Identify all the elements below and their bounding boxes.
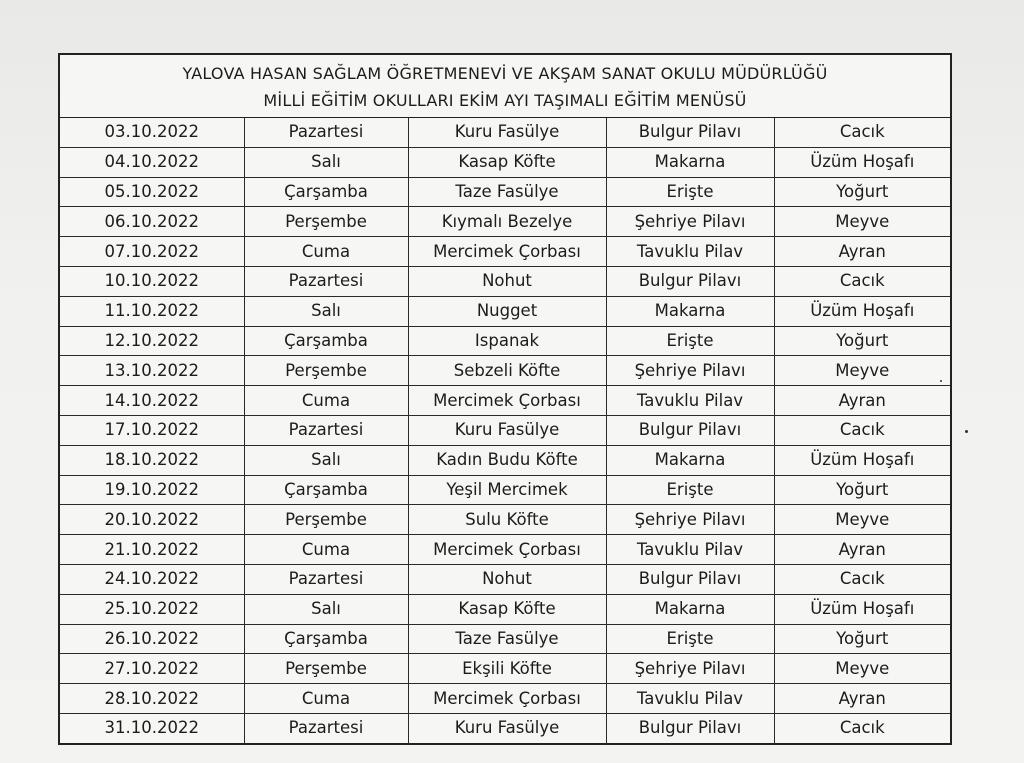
extra-cell: Üzüm Hoşafı [774,147,950,177]
institution-title: YALOVA HASAN SAĞLAM ÖĞRETMENEVİ VE AKŞAM SANAT OKULU MÜDÜRLÜĞÜ [182,64,828,83]
side-dish-cell: Şehriye Pilavı [606,356,774,386]
day-cell: Salı [244,445,408,475]
extra-cell: Yoğurt [774,326,950,356]
day-cell: Perşembe [244,505,408,535]
menu-row [60,177,950,207]
day-cell: Perşembe [244,356,408,386]
main-dish-cell: Taze Fasülye [408,177,606,207]
menu-row [60,207,950,237]
menu-title: MİLLİ EĞİTİM OKULLARI EKİM AYI TAŞIMALI EĞİTİM MENÜSÜ [263,91,747,110]
side-dish-cell: Şehriye Pilavı [606,654,774,684]
day-cell: Salı [244,296,408,326]
main-dish-cell: Kuru Fasülye [408,713,606,742]
day-cell: Perşembe [244,207,408,237]
menu-row [60,594,950,624]
paper-speck [940,380,942,382]
side-dish-cell: Makarna [606,445,774,475]
date-cell: 14.10.2022 [60,386,244,416]
menu-row [60,326,950,356]
side-dish-cell: Erişte [606,326,774,356]
extra-cell: Cacık [774,713,950,742]
menu-row [60,654,950,684]
day-cell: Pazartesi [244,564,408,594]
date-cell: 11.10.2022 [60,296,244,326]
extra-cell: Üzüm Hoşafı [774,594,950,624]
menu-row [60,237,950,267]
menu-table-body [60,118,950,743]
date-cell: 25.10.2022 [60,594,244,624]
main-dish-cell: Nohut [408,266,606,296]
date-cell: 20.10.2022 [60,505,244,535]
date-cell: 03.10.2022 [60,118,244,147]
extra-cell: Ayran [774,237,950,267]
side-dish-cell: Şehriye Pilavı [606,207,774,237]
main-dish-cell: Ekşili Köfte [408,654,606,684]
extra-cell: Cacık [774,415,950,445]
main-dish-cell: Kasap Köfte [408,594,606,624]
main-dish-cell: Nugget [408,296,606,326]
date-cell: 06.10.2022 [60,207,244,237]
menu-row [60,356,950,386]
main-dish-cell: Mercimek Çorbası [408,684,606,714]
day-cell: Pazartesi [244,118,408,147]
side-dish-cell: Erişte [606,624,774,654]
day-cell: Cuma [244,237,408,267]
menu-row [60,266,950,296]
day-cell: Çarşamba [244,326,408,356]
side-dish-cell: Erişte [606,177,774,207]
extra-cell: Cacık [774,266,950,296]
side-dish-cell: Tavuklu Pilav [606,237,774,267]
day-cell: Çarşamba [244,624,408,654]
extra-cell: Meyve [774,207,950,237]
menu-sheet [58,53,952,745]
side-dish-cell: Makarna [606,296,774,326]
paper-speck [965,430,968,433]
day-cell: Cuma [244,535,408,565]
extra-cell: Meyve [774,356,950,386]
side-dish-cell: Bulgur Pilavı [606,415,774,445]
extra-cell: Yoğurt [774,624,950,654]
date-cell: 21.10.2022 [60,535,244,565]
main-dish-cell: Kıymalı Bezelye [408,207,606,237]
menu-row [60,475,950,505]
main-dish-cell: Mercimek Çorbası [408,535,606,565]
date-cell: 04.10.2022 [60,147,244,177]
menu-row [60,415,950,445]
day-cell: Cuma [244,684,408,714]
side-dish-cell: Tavuklu Pilav [606,386,774,416]
main-dish-cell: Taze Fasülye [408,624,606,654]
date-cell: 10.10.2022 [60,266,244,296]
menu-row [60,564,950,594]
day-cell: Perşembe [244,654,408,684]
menu-row [60,296,950,326]
date-cell: 19.10.2022 [60,475,244,505]
side-dish-cell: Tavuklu Pilav [606,684,774,714]
menu-row [60,713,950,742]
extra-cell: Cacık [774,564,950,594]
extra-cell: Ayran [774,535,950,565]
side-dish-cell: Bulgur Pilavı [606,564,774,594]
day-cell: Çarşamba [244,177,408,207]
side-dish-cell: Makarna [606,147,774,177]
extra-cell: Yoğurt [774,475,950,505]
menu-row [60,535,950,565]
main-dish-cell: Mercimek Çorbası [408,237,606,267]
day-cell: Çarşamba [244,475,408,505]
side-dish-cell: Şehriye Pilavı [606,505,774,535]
date-cell: 18.10.2022 [60,445,244,475]
menu-row [60,147,950,177]
side-dish-cell: Tavuklu Pilav [606,535,774,565]
day-cell: Cuma [244,386,408,416]
date-cell: 24.10.2022 [60,564,244,594]
main-dish-cell: Yeşil Mercimek [408,475,606,505]
date-cell: 31.10.2022 [60,713,244,742]
date-cell: 28.10.2022 [60,684,244,714]
menu-row [60,386,950,416]
menu-row [60,684,950,714]
date-cell: 26.10.2022 [60,624,244,654]
menu-row [60,624,950,654]
extra-cell: Cacık [774,118,950,147]
extra-cell: Ayran [774,684,950,714]
side-dish-cell: Bulgur Pilavı [606,118,774,147]
main-dish-cell: Kasap Köfte [408,147,606,177]
menu-row [60,505,950,535]
day-cell: Salı [244,594,408,624]
main-dish-cell: Sebzeli Köfte [408,356,606,386]
main-dish-cell: Kuru Fasülye [408,118,606,147]
side-dish-cell: Bulgur Pilavı [606,713,774,742]
extra-cell: Yoğurt [774,177,950,207]
date-cell: 17.10.2022 [60,415,244,445]
date-cell: 13.10.2022 [60,356,244,386]
date-cell: 05.10.2022 [60,177,244,207]
extra-cell: Meyve [774,505,950,535]
date-cell: 27.10.2022 [60,654,244,684]
day-cell: Pazartesi [244,415,408,445]
main-dish-cell: Ispanak [408,326,606,356]
day-cell: Pazartesi [244,266,408,296]
day-cell: Pazartesi [244,713,408,742]
main-dish-cell: Kuru Fasülye [408,415,606,445]
main-dish-cell: Sulu Köfte [408,505,606,535]
side-dish-cell: Bulgur Pilavı [606,266,774,296]
extra-cell: Üzüm Hoşafı [774,445,950,475]
menu-row [60,118,950,147]
side-dish-cell: Erişte [606,475,774,505]
extra-cell: Ayran [774,386,950,416]
date-cell: 07.10.2022 [60,237,244,267]
day-cell: Salı [244,147,408,177]
menu-row [60,445,950,475]
main-dish-cell: Nohut [408,564,606,594]
main-dish-cell: Kadın Budu Köfte [408,445,606,475]
date-cell: 12.10.2022 [60,326,244,356]
menu-header [60,55,950,118]
side-dish-cell: Makarna [606,594,774,624]
main-dish-cell: Mercimek Çorbası [408,386,606,416]
extra-cell: Üzüm Hoşafı [774,296,950,326]
extra-cell: Meyve [774,654,950,684]
menu-table [60,118,950,743]
